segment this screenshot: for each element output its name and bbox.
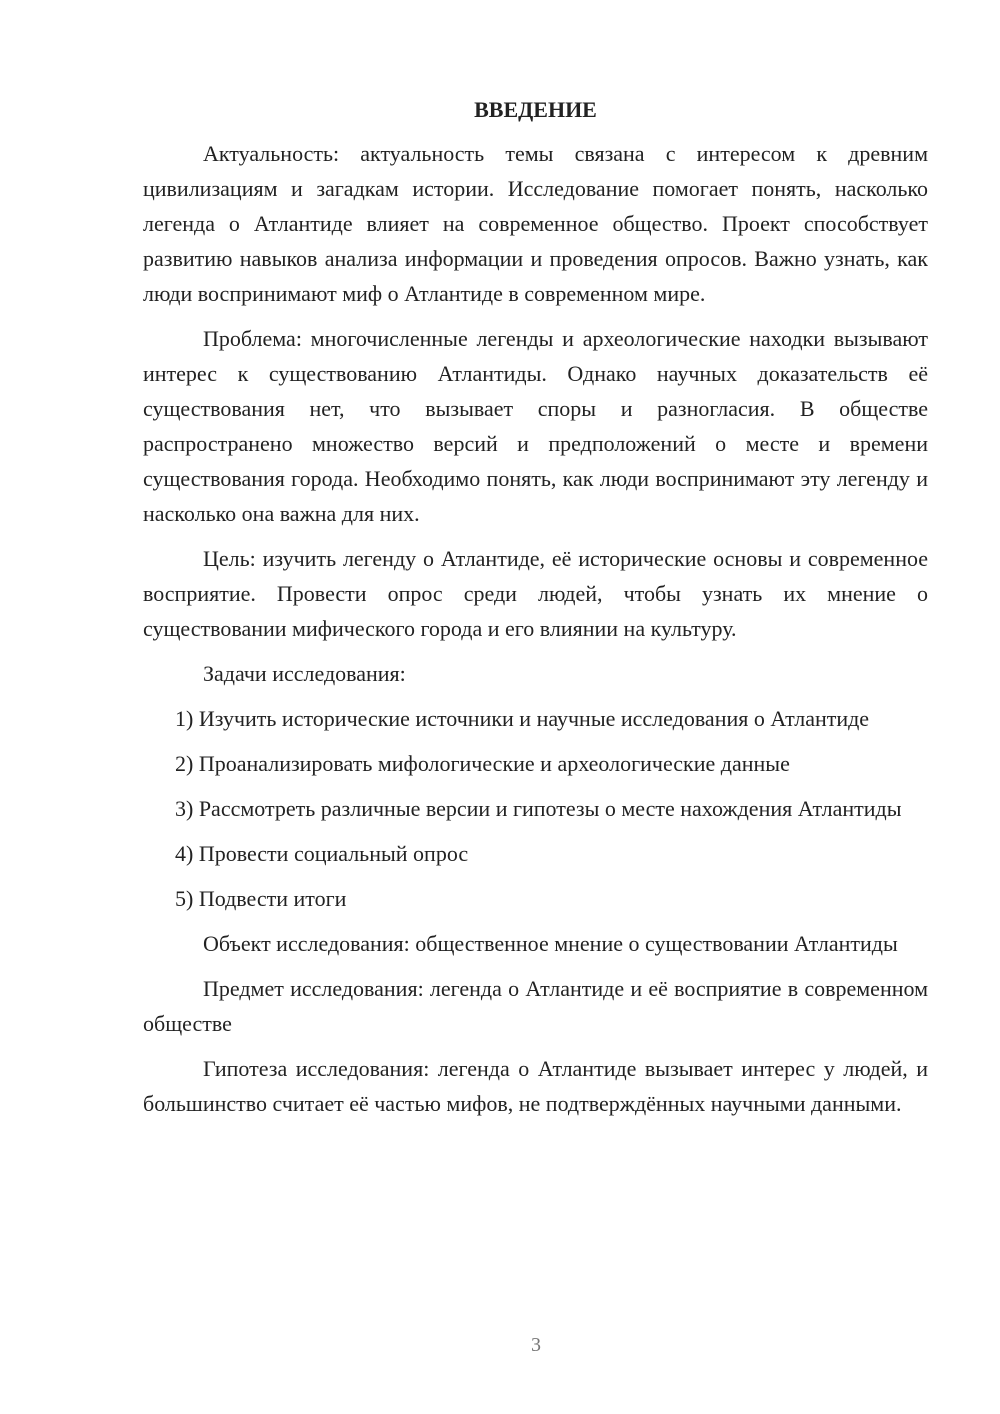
task-item: 3) Рассмотреть различные версии и гипотезы о месте нахождения Атлантиды (175, 796, 902, 821)
problem-paragraph: Проблема: многочисленные легенды и археологические находки вызывают интерес к существованию Атлантиды. Однако научных доказательств её существования нет, что вызывает споры и разногласия. В обществе распространено множество версий и предположений о месте и времени существования города. Необходимо понять, как люди воспринимают эту легенду и насколько она важна для них. (143, 326, 928, 526)
task-item: 4) Провести социальный опрос (175, 841, 469, 866)
task-item: 1) Изучить исторические источники и научные исследования о Атлантиде (175, 706, 870, 731)
task-item: 5) Подвести итоги (175, 886, 347, 911)
object-paragraph: Объект исследования: общественное мнение о существовании Атлантиды (203, 931, 898, 956)
subject-paragraph: Предмет исследования: легенда о Атлантиде и её восприятие в современном обществе (143, 976, 928, 1036)
task-item: 2) Проанализировать мифологические и археологические данные (175, 751, 790, 776)
relevance-paragraph: Актуальность: актуальность темы связана с интересом к древним цивилизациям и загадкам истории. Исследование помогает понять, насколько легенда о Атлантиде влияет на современное общество. Проект способствует развитию навыков анализа информации и проведения опросов. Важно узнать, как люди воспринимают миф о Атлантиде в современном мире. (143, 141, 928, 306)
tasks-list (143, 701, 928, 916)
tasks-heading: Задачи исследования: (203, 661, 406, 686)
goal-paragraph: Цель: изучить легенду о Атлантиде, её исторические основы и современное восприятие. Провести опрос среди людей, чтобы узнать их мнение о существовании мифического города и его влиянии на культуру. (143, 546, 928, 641)
document-body (143, 92, 928, 1131)
section-title: ВВЕДЕНИЕ (474, 97, 597, 122)
page-number: 3 (531, 1334, 541, 1356)
hypothesis-paragraph: Гипотеза исследования: легенда о Атлантиде вызывает интерес у людей, и большинство считает её частью мифов, не подтверждённых научными данными. (143, 1056, 928, 1116)
